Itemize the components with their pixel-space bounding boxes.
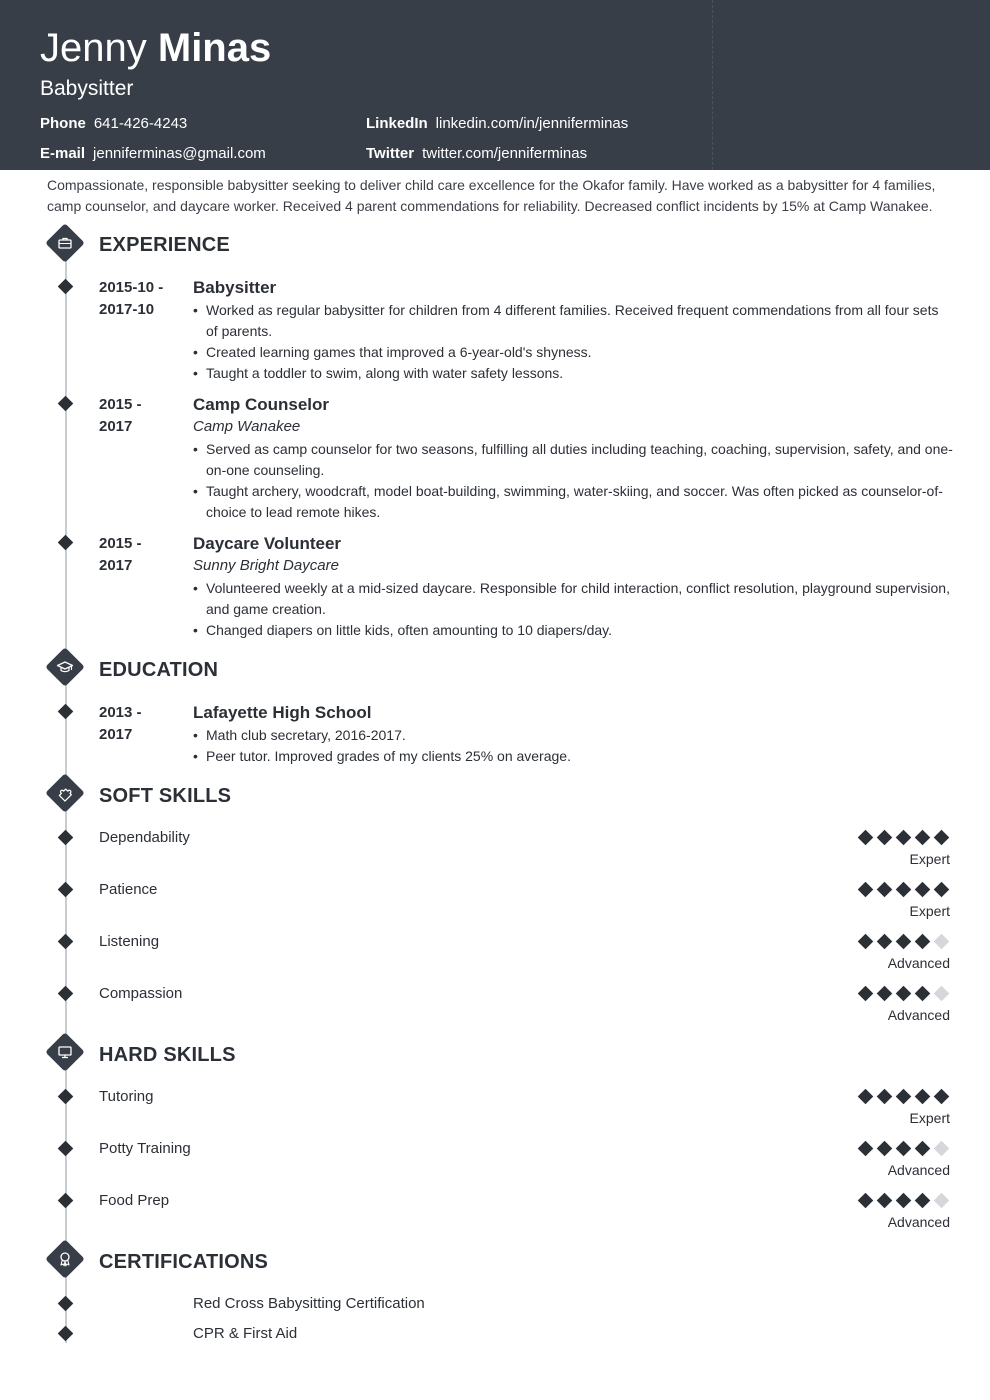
rating-diamond-filled: [858, 1193, 874, 1209]
monitor-icon: [45, 1032, 85, 1072]
list-item: • Changed diapers on little kids, often amounting to 10 diapers/day.: [193, 620, 953, 641]
job-title: Babysitter: [40, 77, 134, 100]
section-title-certifications: CERTIFICATIONS: [99, 1251, 269, 1273]
rating-diamond-filled: [896, 1089, 912, 1105]
skill-rating: [855, 1088, 950, 1106]
rating-diamond-filled: [877, 934, 893, 950]
rating-diamond-filled: [896, 986, 912, 1002]
rating-diamond-filled: [896, 882, 912, 898]
rating-diamond-filled: [877, 1089, 893, 1105]
skill-level: Advanced: [887, 1007, 950, 1023]
skill-level: Advanced: [887, 1162, 950, 1178]
contact-twitter: [366, 145, 587, 163]
section-title-experience: EXPERIENCE: [99, 234, 230, 256]
certification-item: CPR & First Aid: [193, 1325, 298, 1342]
rating-diamond-filled: [915, 1141, 931, 1157]
entry-date: 2015-10 - 2017-10: [99, 279, 164, 318]
timeline-bullet: [58, 535, 74, 551]
rating-diamond-filled: [877, 1193, 893, 1209]
experience-entry: [193, 394, 953, 523]
rating-diamond-filled: [858, 934, 874, 950]
skill-rating: [855, 933, 950, 951]
skill-level: Advanced: [887, 1214, 950, 1230]
education-entry: [193, 702, 953, 767]
skill-name: Listening: [99, 933, 160, 950]
candidate-name: [40, 24, 271, 72]
rating-diamond-empty: [934, 1141, 950, 1157]
contact-label: Twitter: [366, 145, 415, 162]
timeline-bullet: [58, 1296, 74, 1312]
rating-diamond-filled: [896, 1141, 912, 1157]
entry-title: Camp Counselor: [193, 395, 330, 414]
first-name: Jenny: [40, 26, 147, 70]
timeline-bullet: [58, 1141, 74, 1157]
briefcase-icon: [45, 223, 85, 263]
timeline-bullet: [58, 279, 74, 295]
contact-value: 641-426-4243: [93, 115, 188, 132]
graduation-cap-icon: [45, 647, 85, 687]
list-item: • Created learning games that improved a 6-year-old's shyness.: [193, 342, 953, 363]
entry-date: 2015 - 2017: [99, 396, 142, 435]
list-item: • Taught archery, woodcraft, model boat-building, swimming, water-skiing, and soccer. Was often picked as counselor-of-choice to lead remote hikes.: [193, 481, 953, 523]
skill-rating: [855, 881, 950, 899]
rating-diamond-filled: [915, 986, 931, 1002]
skill-name: Dependability: [99, 829, 190, 846]
rating-diamond-filled: [858, 1089, 874, 1105]
entry-bullets: [193, 725, 953, 767]
rating-diamond-filled: [877, 882, 893, 898]
entry-title: Babysitter: [193, 278, 277, 297]
rating-diamond-filled: [858, 882, 874, 898]
entry-bullets: [193, 300, 953, 384]
rating-diamond-filled: [858, 986, 874, 1002]
rating-diamond-filled: [915, 882, 931, 898]
list-item: • Taught a toddler to swim, along with water safety lessons.: [193, 363, 953, 384]
rating-diamond-filled: [877, 1141, 893, 1157]
rating-diamond-filled: [915, 1089, 931, 1105]
contact-label: Phone: [40, 115, 86, 132]
entry-bullets: [193, 578, 953, 641]
rating-diamond-filled: [915, 934, 931, 950]
entry-date: 2013 - 2017: [99, 704, 142, 743]
entry-organization: Sunny Bright Daycare: [193, 557, 339, 574]
list-item: • Served as camp counselor for two seasons, fulfilling all duties including teaching, coaching, supervision, safety, and one-on-one counseling.: [193, 439, 953, 481]
entry-title: Daycare Volunteer: [193, 534, 342, 553]
skill-name: Potty Training: [99, 1140, 191, 1157]
puzzle-icon: [45, 773, 85, 813]
experience-entry: [193, 533, 953, 641]
skill-level: Expert: [909, 1110, 950, 1126]
award-ribbon-icon: [45, 1239, 85, 1279]
experience-entry: [193, 277, 953, 384]
section-title-hard-skills: HARD SKILLS: [99, 1044, 236, 1066]
certification-item: Red Cross Babysitting Certification: [193, 1295, 425, 1312]
entry-organization: Camp Wanakee: [193, 418, 301, 435]
section-title-soft-skills: SOFT SKILLS: [99, 785, 232, 807]
timeline-bullet: [58, 1193, 74, 1209]
rating-diamond-filled: [915, 830, 931, 846]
section-title-education: EDUCATION: [99, 659, 219, 681]
rating-diamond-filled: [934, 830, 950, 846]
rating-diamond-empty: [934, 986, 950, 1002]
rating-diamond-filled: [877, 986, 893, 1002]
timeline-bullet: [58, 1326, 74, 1342]
timeline-bullet: [58, 396, 74, 412]
rating-diamond-filled: [896, 830, 912, 846]
entry-title: Lafayette High School: [193, 703, 372, 722]
rating-diamond-empty: [934, 1193, 950, 1209]
timeline-bullet: [58, 986, 74, 1002]
skill-rating: [855, 829, 950, 847]
contact-email: [40, 145, 266, 163]
skill-name: Food Prep: [99, 1192, 170, 1209]
list-item: • Volunteered weekly at a mid-sized daycare. Responsible for child interaction, conflict resolution, playground supervision, and game creation.: [193, 578, 953, 620]
rating-diamond-filled: [934, 882, 950, 898]
skill-level: Advanced: [887, 955, 950, 971]
skill-rating: [855, 1192, 950, 1210]
entry-date: 2015 - 2017: [99, 535, 142, 574]
contact-linkedin: [366, 115, 628, 133]
timeline-bullet: [58, 1089, 74, 1105]
contact-label: E-mail: [40, 145, 86, 162]
rating-diamond-filled: [858, 1141, 874, 1157]
contact-value: linkedin.com/in/jenniferminas: [435, 115, 629, 132]
contact-label: LinkedIn: [366, 115, 428, 132]
resume-header: [0, 0, 990, 170]
skill-level: Expert: [909, 903, 950, 919]
rating-diamond-filled: [877, 830, 893, 846]
rating-diamond-filled: [858, 830, 874, 846]
timeline-bullet: [58, 882, 74, 898]
skill-level: Expert: [909, 851, 950, 867]
summary-text: Compassionate, responsible babysitter seeking to deliver child care excellence for the Okafor family. Have worked as a babysitter for 4 families, camp counselor, and daycare worker. Received 4 parent commendations for reliability. Decreased conflict incidents by 15% at Camp Wanakee.: [47, 177, 936, 214]
skill-name: Tutoring: [99, 1088, 154, 1105]
entry-bullets: [193, 439, 953, 523]
skill-rating: [855, 1140, 950, 1158]
timeline-bullet: [58, 934, 74, 950]
skill-name: Compassion: [99, 985, 183, 1002]
contact-value: twitter.com/jenniferminas: [422, 145, 588, 162]
rating-diamond-filled: [896, 934, 912, 950]
skill-rating: [855, 985, 950, 1003]
rating-diamond-filled: [896, 1193, 912, 1209]
last-name: Minas: [157, 26, 272, 70]
skill-name: Patience: [99, 881, 158, 898]
contact-phone: [40, 115, 187, 133]
list-item: • Worked as regular babysitter for children from 4 different families. Received frequent commendations from all four sets of parents.: [193, 300, 953, 342]
rating-diamond-filled: [915, 1193, 931, 1209]
timeline-bullet: [58, 704, 74, 720]
list-item: • Math club secretary, 2016-2017.: [193, 725, 953, 746]
rating-diamond-filled: [934, 1089, 950, 1105]
list-item: • Peer tutor. Improved grades of my clients 25% on average.: [193, 746, 953, 767]
rating-diamond-empty: [934, 934, 950, 950]
header-divider: [712, 0, 713, 170]
timeline-bullet: [58, 830, 74, 846]
contact-value: jenniferminas@gmail.com: [93, 145, 266, 162]
